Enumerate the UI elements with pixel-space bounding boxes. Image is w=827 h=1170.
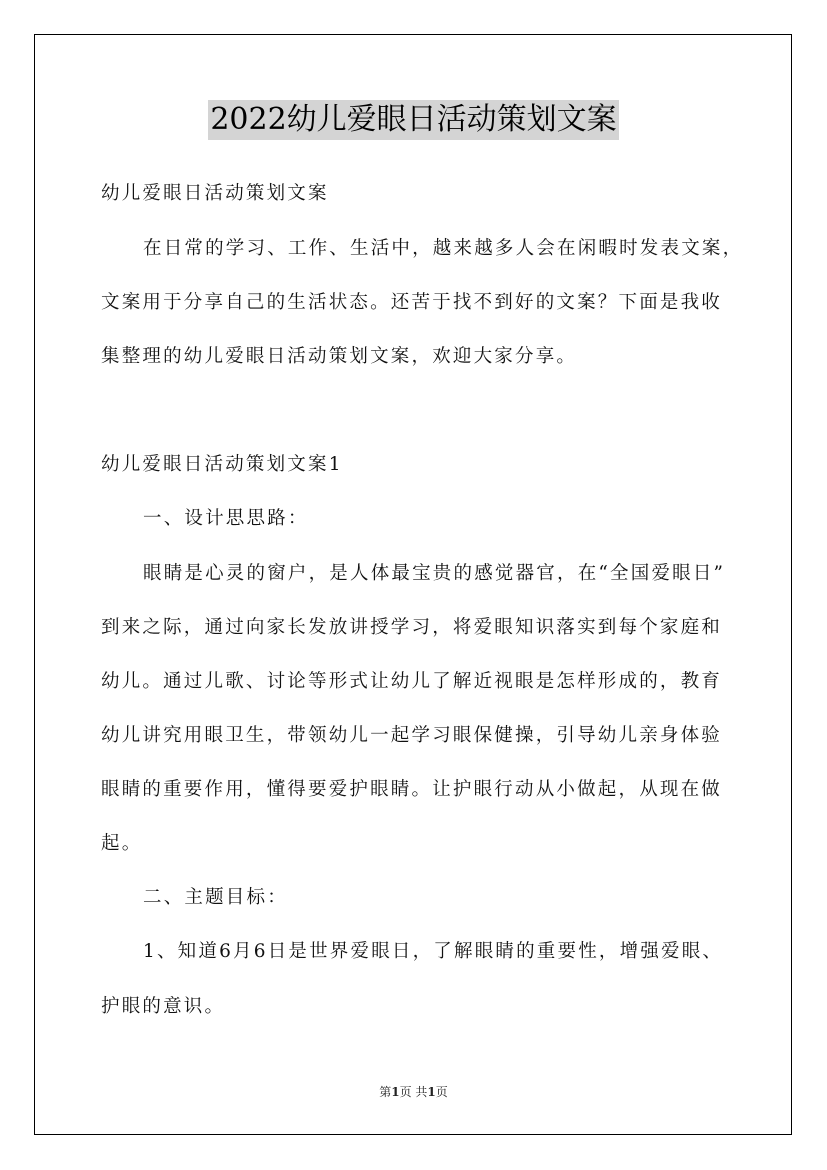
list-item-line: 护眼的意识。: [101, 996, 226, 1017]
document-title: 2022幼儿爱眼日活动策划文案: [208, 100, 618, 140]
document-subtitle: 幼儿爱眼日活动策划文案: [101, 183, 329, 204]
intro-line: 文案用于分享自己的生活状态。还苦于找不到好的文案？下面是我收: [101, 292, 723, 313]
paragraph-line: 幼儿讲究用眼卫生，带领幼儿一起学习眼保健操，引导幼儿亲身体验: [101, 725, 723, 746]
paragraph-line: 幼儿。通过儿歌、讨论等形式让幼儿了解近视眼是怎样形成的，教育: [101, 671, 723, 692]
footer-page-prefix: 第: [379, 1085, 392, 1099]
footer-page-suffix: 页: [435, 1085, 448, 1099]
paragraph-line: 起。: [101, 833, 143, 854]
section-title: 幼儿爱眼日活动策划文案1: [101, 454, 343, 475]
page-footer: [0, 1084, 827, 1100]
paragraph-line: 眼睛是心灵的窗户，是人体最宝贵的感觉器官，在“全国爱眼日”: [143, 563, 726, 584]
title-container: [0, 100, 827, 140]
heading-goals: 二、主题目标：: [143, 887, 288, 908]
heading-design-ideas: 一、设计思思路：: [143, 508, 309, 529]
paragraph-line: 眼睛的重要作用，懂得要爱护眼睛。让护眼行动从小做起，从现在做: [101, 779, 723, 800]
intro-line: 集整理的幼儿爱眼日活动策划文案，欢迎大家分享。: [101, 346, 578, 367]
footer-page-number: 1: [391, 1085, 400, 1099]
footer-page-total: 1: [427, 1085, 436, 1099]
list-item-line: 1、知道6月6日是世界爱眼日，了解眼睛的重要性，增强爱眼、: [143, 941, 724, 962]
paragraph-line: 到来之际，通过向家长发放讲授学习，将爱眼知识落实到每个家庭和: [101, 617, 723, 638]
intro-line: 在日常的学习、工作、生活中，越来越多人会在闲暇时发表文案，: [143, 238, 744, 259]
footer-page-mid: 页 共: [399, 1085, 428, 1099]
